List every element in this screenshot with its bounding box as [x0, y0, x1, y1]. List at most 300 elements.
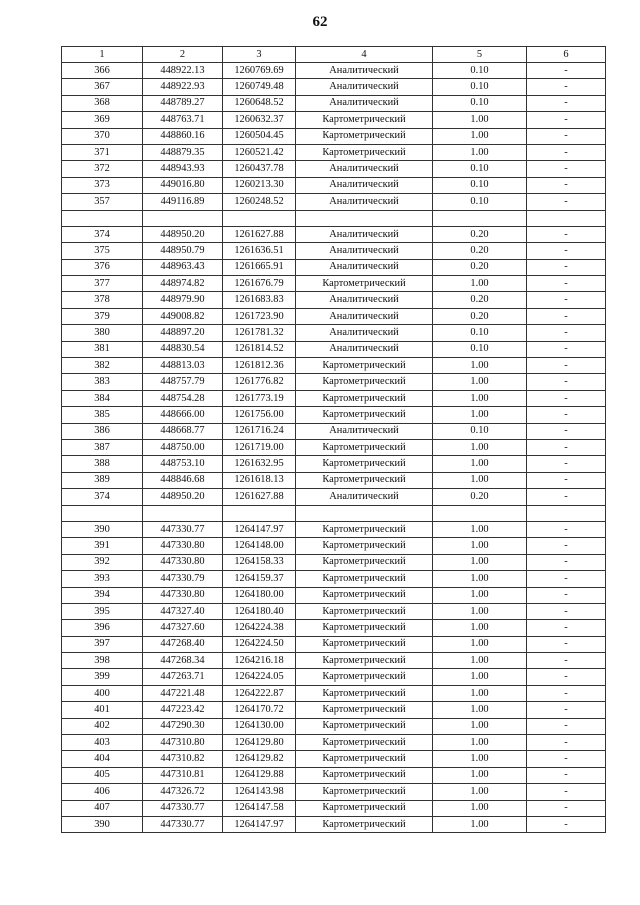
table-row [62, 358, 606, 374]
method-cell: Картометрический [296, 603, 433, 619]
point-number-cell [62, 505, 143, 521]
table-row [62, 505, 606, 521]
method-cell: Картометрический [296, 439, 433, 455]
accuracy-cell: 1.00 [433, 767, 527, 783]
method-cell: Аналитический [296, 95, 433, 111]
description-cell: - [527, 587, 606, 603]
point-number-cell: 378 [62, 292, 143, 308]
description-cell: - [527, 571, 606, 587]
table-row [62, 521, 606, 537]
method-cell: Картометрический [296, 685, 433, 701]
table-row [62, 79, 606, 95]
description-cell: - [527, 800, 606, 816]
x-coordinate-cell: 447330.80 [143, 587, 223, 603]
y-coordinate-cell: 1260213.30 [223, 177, 296, 193]
description-cell: - [527, 259, 606, 275]
y-coordinate-cell: 1261632.95 [223, 456, 296, 472]
description-cell: - [527, 423, 606, 439]
method-cell: Картометрический [296, 112, 433, 128]
table-row [62, 718, 606, 734]
x-coordinate-cell [143, 505, 223, 521]
point-number-cell: 390 [62, 816, 143, 832]
point-number-cell: 397 [62, 636, 143, 652]
accuracy-cell: 1.00 [433, 603, 527, 619]
accuracy-cell: 1.00 [433, 407, 527, 423]
table-row [62, 341, 606, 357]
point-number-cell: 379 [62, 308, 143, 324]
table-row [62, 144, 606, 160]
description-cell: - [527, 276, 606, 292]
description-cell: - [527, 653, 606, 669]
point-number-cell: 405 [62, 767, 143, 783]
accuracy-cell: 1.00 [433, 554, 527, 570]
point-number-cell: 399 [62, 669, 143, 685]
table-row [62, 308, 606, 324]
method-cell: Картометрический [296, 718, 433, 734]
description-cell: - [527, 226, 606, 242]
accuracy-cell: 1.00 [433, 390, 527, 406]
x-coordinate-cell: 448974.82 [143, 276, 223, 292]
x-coordinate-cell: 448922.93 [143, 79, 223, 95]
y-coordinate-cell: 1261636.51 [223, 243, 296, 259]
accuracy-cell: 1.00 [433, 636, 527, 652]
table-row [62, 735, 606, 751]
point-number-cell: 403 [62, 735, 143, 751]
y-coordinate-cell: 1261676.79 [223, 276, 296, 292]
x-coordinate-cell: 448922.13 [143, 63, 223, 79]
accuracy-cell: 1.00 [433, 751, 527, 767]
accuracy-cell: 1.00 [433, 620, 527, 636]
accuracy-cell: 0.10 [433, 95, 527, 111]
x-coordinate-cell: 448754.28 [143, 390, 223, 406]
x-coordinate-cell: 447310.80 [143, 735, 223, 751]
table-row [62, 702, 606, 718]
accuracy-cell: 1.00 [433, 587, 527, 603]
y-coordinate-cell: 1261716.24 [223, 423, 296, 439]
x-coordinate-cell: 447310.82 [143, 751, 223, 767]
x-coordinate-cell: 448950.20 [143, 226, 223, 242]
table-row [62, 489, 606, 505]
point-number-cell: 407 [62, 800, 143, 816]
method-cell: Картометрический [296, 702, 433, 718]
point-number-cell: 371 [62, 144, 143, 160]
method-cell: Картометрический [296, 800, 433, 816]
x-coordinate-cell: 447310.81 [143, 767, 223, 783]
accuracy-cell: 1.00 [433, 456, 527, 472]
table-row [62, 194, 606, 210]
table-row [62, 587, 606, 603]
x-coordinate-cell: 447327.40 [143, 603, 223, 619]
method-cell: Аналитический [296, 489, 433, 505]
accuracy-cell: 0.10 [433, 341, 527, 357]
accuracy-cell: 1.00 [433, 816, 527, 832]
x-coordinate-cell: 447326.72 [143, 784, 223, 800]
accuracy-cell: 1.00 [433, 112, 527, 128]
y-coordinate-cell: 1264143.98 [223, 784, 296, 800]
accuracy-cell: 0.20 [433, 226, 527, 242]
y-coordinate-cell: 1264224.05 [223, 669, 296, 685]
x-coordinate-cell: 447268.34 [143, 653, 223, 669]
point-number-cell: 357 [62, 194, 143, 210]
accuracy-cell: 0.10 [433, 177, 527, 193]
y-coordinate-cell: 1261665.91 [223, 259, 296, 275]
method-cell: Картометрический [296, 653, 433, 669]
table-row [62, 226, 606, 242]
description-cell: - [527, 112, 606, 128]
y-coordinate-cell: 1261627.88 [223, 489, 296, 505]
table-header-row [62, 47, 606, 63]
description-cell: - [527, 128, 606, 144]
x-coordinate-cell: 448830.54 [143, 341, 223, 357]
table-row [62, 128, 606, 144]
x-coordinate-cell: 447223.42 [143, 702, 223, 718]
accuracy-cell: 1.00 [433, 784, 527, 800]
method-cell: Картометрический [296, 358, 433, 374]
y-coordinate-cell: 1260632.37 [223, 112, 296, 128]
point-number-cell: 387 [62, 439, 143, 455]
description-cell: - [527, 243, 606, 259]
x-coordinate-cell: 448757.79 [143, 374, 223, 390]
accuracy-cell: 0.20 [433, 292, 527, 308]
description-cell [527, 505, 606, 521]
table-row [62, 63, 606, 79]
y-coordinate-cell: 1264180.40 [223, 603, 296, 619]
accuracy-cell: 0.20 [433, 489, 527, 505]
x-coordinate-cell: 448846.68 [143, 472, 223, 488]
method-cell: Картометрический [296, 144, 433, 160]
table-row [62, 456, 606, 472]
method-cell: Аналитический [296, 423, 433, 439]
y-coordinate-cell: 1264129.80 [223, 735, 296, 751]
table-row [62, 669, 606, 685]
method-cell: Аналитический [296, 341, 433, 357]
point-number-cell: 396 [62, 620, 143, 636]
table-row [62, 472, 606, 488]
method-cell: Аналитический [296, 308, 433, 324]
x-coordinate-cell [143, 210, 223, 226]
x-coordinate-cell: 449008.82 [143, 308, 223, 324]
y-coordinate-cell: 1261627.88 [223, 226, 296, 242]
point-number-cell: 381 [62, 341, 143, 357]
description-cell: - [527, 177, 606, 193]
accuracy-cell: 1.00 [433, 538, 527, 554]
method-cell: Картометрический [296, 276, 433, 292]
accuracy-cell: 1.00 [433, 571, 527, 587]
description-cell: - [527, 784, 606, 800]
method-cell: Картометрический [296, 620, 433, 636]
x-coordinate-cell: 448950.79 [143, 243, 223, 259]
description-cell: - [527, 456, 606, 472]
method-cell [296, 505, 433, 521]
description-cell: - [527, 161, 606, 177]
table-row [62, 685, 606, 701]
coordinates-table [61, 46, 606, 833]
accuracy-cell [433, 210, 527, 226]
y-coordinate-cell: 1264147.58 [223, 800, 296, 816]
table-row [62, 439, 606, 455]
description-cell: - [527, 554, 606, 570]
accuracy-cell: 0.20 [433, 243, 527, 259]
column-header: 3 [223, 47, 296, 63]
point-number-cell: 373 [62, 177, 143, 193]
x-coordinate-cell: 448668.77 [143, 423, 223, 439]
method-cell: Картометрический [296, 407, 433, 423]
y-coordinate-cell: 1260248.52 [223, 194, 296, 210]
description-cell: - [527, 489, 606, 505]
x-coordinate-cell: 448979.90 [143, 292, 223, 308]
x-coordinate-cell: 448813.03 [143, 358, 223, 374]
description-cell: - [527, 636, 606, 652]
description-cell: - [527, 702, 606, 718]
point-number-cell: 377 [62, 276, 143, 292]
point-number-cell: 374 [62, 489, 143, 505]
y-coordinate-cell [223, 505, 296, 521]
y-coordinate-cell: 1261618.13 [223, 472, 296, 488]
y-coordinate-cell: 1264148.00 [223, 538, 296, 554]
point-number-cell: 376 [62, 259, 143, 275]
table-row [62, 767, 606, 783]
y-coordinate-cell: 1261723.90 [223, 308, 296, 324]
method-cell: Аналитический [296, 243, 433, 259]
table-row [62, 620, 606, 636]
description-cell: - [527, 751, 606, 767]
point-number-cell: 385 [62, 407, 143, 423]
description-cell: - [527, 407, 606, 423]
table-row [62, 259, 606, 275]
description-cell: - [527, 194, 606, 210]
accuracy-cell: 1.00 [433, 128, 527, 144]
description-cell [527, 210, 606, 226]
x-coordinate-cell: 448897.20 [143, 325, 223, 341]
x-coordinate-cell: 447221.48 [143, 685, 223, 701]
x-coordinate-cell: 448750.00 [143, 439, 223, 455]
point-number-cell: 375 [62, 243, 143, 259]
description-cell: - [527, 718, 606, 734]
point-number-cell: 369 [62, 112, 143, 128]
description-cell: - [527, 325, 606, 341]
point-number-cell: 374 [62, 226, 143, 242]
description-cell: - [527, 292, 606, 308]
y-coordinate-cell: 1264147.97 [223, 521, 296, 537]
method-cell [296, 210, 433, 226]
table-row [62, 390, 606, 406]
description-cell: - [527, 620, 606, 636]
x-coordinate-cell: 448879.35 [143, 144, 223, 160]
accuracy-cell: 0.10 [433, 194, 527, 210]
point-number-cell: 394 [62, 587, 143, 603]
x-coordinate-cell: 448950.20 [143, 489, 223, 505]
accuracy-cell: 0.20 [433, 259, 527, 275]
description-cell: - [527, 144, 606, 160]
point-number-cell: 388 [62, 456, 143, 472]
point-number-cell: 402 [62, 718, 143, 734]
x-coordinate-cell: 447330.77 [143, 800, 223, 816]
x-coordinate-cell: 447330.77 [143, 816, 223, 832]
accuracy-cell: 0.10 [433, 325, 527, 341]
y-coordinate-cell: 1264147.97 [223, 816, 296, 832]
method-cell: Картометрический [296, 587, 433, 603]
page-number: 62 [312, 14, 328, 30]
y-coordinate-cell: 1264170.72 [223, 702, 296, 718]
method-cell: Аналитический [296, 177, 433, 193]
y-coordinate-cell: 1264222.87 [223, 685, 296, 701]
method-cell: Картометрический [296, 784, 433, 800]
method-cell: Картометрический [296, 816, 433, 832]
point-number-cell: 368 [62, 95, 143, 111]
point-number-cell: 393 [62, 571, 143, 587]
accuracy-cell: 0.10 [433, 79, 527, 95]
column-header: 5 [433, 47, 527, 63]
description-cell: - [527, 374, 606, 390]
point-number-cell: 370 [62, 128, 143, 144]
method-cell: Аналитический [296, 292, 433, 308]
column-header: 6 [527, 47, 606, 63]
description-cell: - [527, 538, 606, 554]
accuracy-cell: 1.00 [433, 800, 527, 816]
method-cell: Картометрический [296, 669, 433, 685]
y-coordinate-cell: 1261683.83 [223, 292, 296, 308]
accuracy-cell: 0.10 [433, 161, 527, 177]
table-row [62, 636, 606, 652]
table-row [62, 95, 606, 111]
point-number-cell: 391 [62, 538, 143, 554]
y-coordinate-cell: 1264224.50 [223, 636, 296, 652]
y-coordinate-cell: 1264129.88 [223, 767, 296, 783]
table-row [62, 407, 606, 423]
point-number-cell: 389 [62, 472, 143, 488]
x-coordinate-cell: 448789.27 [143, 95, 223, 111]
point-number-cell: 406 [62, 784, 143, 800]
method-cell: Картометрический [296, 538, 433, 554]
table-row [62, 538, 606, 554]
x-coordinate-cell: 448753.10 [143, 456, 223, 472]
table-row [62, 243, 606, 259]
column-header: 4 [296, 47, 433, 63]
table-row [62, 210, 606, 226]
table-row [62, 276, 606, 292]
method-cell: Картометрический [296, 735, 433, 751]
accuracy-cell: 0.10 [433, 63, 527, 79]
accuracy-cell: 1.00 [433, 669, 527, 685]
accuracy-cell: 1.00 [433, 702, 527, 718]
method-cell: Аналитический [296, 79, 433, 95]
y-coordinate-cell: 1260437.78 [223, 161, 296, 177]
table-row [62, 800, 606, 816]
point-number-cell: 395 [62, 603, 143, 619]
y-coordinate-cell: 1261781.32 [223, 325, 296, 341]
description-cell: - [527, 735, 606, 751]
x-coordinate-cell: 448860.16 [143, 128, 223, 144]
accuracy-cell: 0.20 [433, 308, 527, 324]
description-cell: - [527, 669, 606, 685]
y-coordinate-cell: 1260749.48 [223, 79, 296, 95]
description-cell: - [527, 816, 606, 832]
table-row [62, 161, 606, 177]
x-coordinate-cell: 447290.30 [143, 718, 223, 734]
description-cell: - [527, 358, 606, 374]
table-row [62, 603, 606, 619]
description-cell: - [527, 63, 606, 79]
table-row [62, 423, 606, 439]
table-row [62, 784, 606, 800]
table-row [62, 571, 606, 587]
x-coordinate-cell: 447330.80 [143, 554, 223, 570]
x-coordinate-cell: 447263.71 [143, 669, 223, 685]
y-coordinate-cell: 1264129.82 [223, 751, 296, 767]
y-coordinate-cell: 1261756.00 [223, 407, 296, 423]
table-body [62, 63, 606, 833]
point-number-cell: 382 [62, 358, 143, 374]
method-cell: Аналитический [296, 259, 433, 275]
method-cell: Аналитический [296, 226, 433, 242]
method-cell: Аналитический [296, 325, 433, 341]
accuracy-cell: 0.10 [433, 423, 527, 439]
y-coordinate-cell: 1264180.00 [223, 587, 296, 603]
y-coordinate-cell [223, 210, 296, 226]
table-row [62, 177, 606, 193]
accuracy-cell: 1.00 [433, 472, 527, 488]
table-row [62, 112, 606, 128]
x-coordinate-cell: 447268.40 [143, 636, 223, 652]
table-row [62, 751, 606, 767]
y-coordinate-cell: 1260504.45 [223, 128, 296, 144]
x-coordinate-cell: 449116.89 [143, 194, 223, 210]
table-row [62, 816, 606, 832]
y-coordinate-cell: 1264224.38 [223, 620, 296, 636]
accuracy-cell: 1.00 [433, 521, 527, 537]
accuracy-cell: 1.00 [433, 735, 527, 751]
table-row [62, 653, 606, 669]
method-cell: Картометрический [296, 472, 433, 488]
accuracy-cell: 1.00 [433, 144, 527, 160]
y-coordinate-cell: 1260521.42 [223, 144, 296, 160]
x-coordinate-cell: 448763.71 [143, 112, 223, 128]
method-cell: Картометрический [296, 751, 433, 767]
x-coordinate-cell: 447330.79 [143, 571, 223, 587]
point-number-cell: 372 [62, 161, 143, 177]
table-row [62, 554, 606, 570]
point-number-cell: 380 [62, 325, 143, 341]
x-coordinate-cell: 447330.77 [143, 521, 223, 537]
point-number-cell: 383 [62, 374, 143, 390]
y-coordinate-cell: 1264159.37 [223, 571, 296, 587]
point-number-cell: 404 [62, 751, 143, 767]
method-cell: Картометрический [296, 767, 433, 783]
y-coordinate-cell: 1261776.82 [223, 374, 296, 390]
description-cell: - [527, 390, 606, 406]
y-coordinate-cell: 1261812.36 [223, 358, 296, 374]
x-coordinate-cell: 448943.93 [143, 161, 223, 177]
method-cell: Картометрический [296, 636, 433, 652]
y-coordinate-cell: 1261814.52 [223, 341, 296, 357]
description-cell: - [527, 439, 606, 455]
column-header: 1 [62, 47, 143, 63]
method-cell: Картометрический [296, 554, 433, 570]
table-row [62, 325, 606, 341]
accuracy-cell: 1.00 [433, 718, 527, 734]
point-number-cell: 366 [62, 63, 143, 79]
x-coordinate-cell: 447327.60 [143, 620, 223, 636]
description-cell: - [527, 79, 606, 95]
point-number-cell: 400 [62, 685, 143, 701]
y-coordinate-cell: 1264130.00 [223, 718, 296, 734]
accuracy-cell: 1.00 [433, 358, 527, 374]
x-coordinate-cell: 449016.80 [143, 177, 223, 193]
y-coordinate-cell: 1261773.19 [223, 390, 296, 406]
y-coordinate-cell: 1261719.00 [223, 439, 296, 455]
accuracy-cell: 1.00 [433, 685, 527, 701]
y-coordinate-cell: 1264216.18 [223, 653, 296, 669]
